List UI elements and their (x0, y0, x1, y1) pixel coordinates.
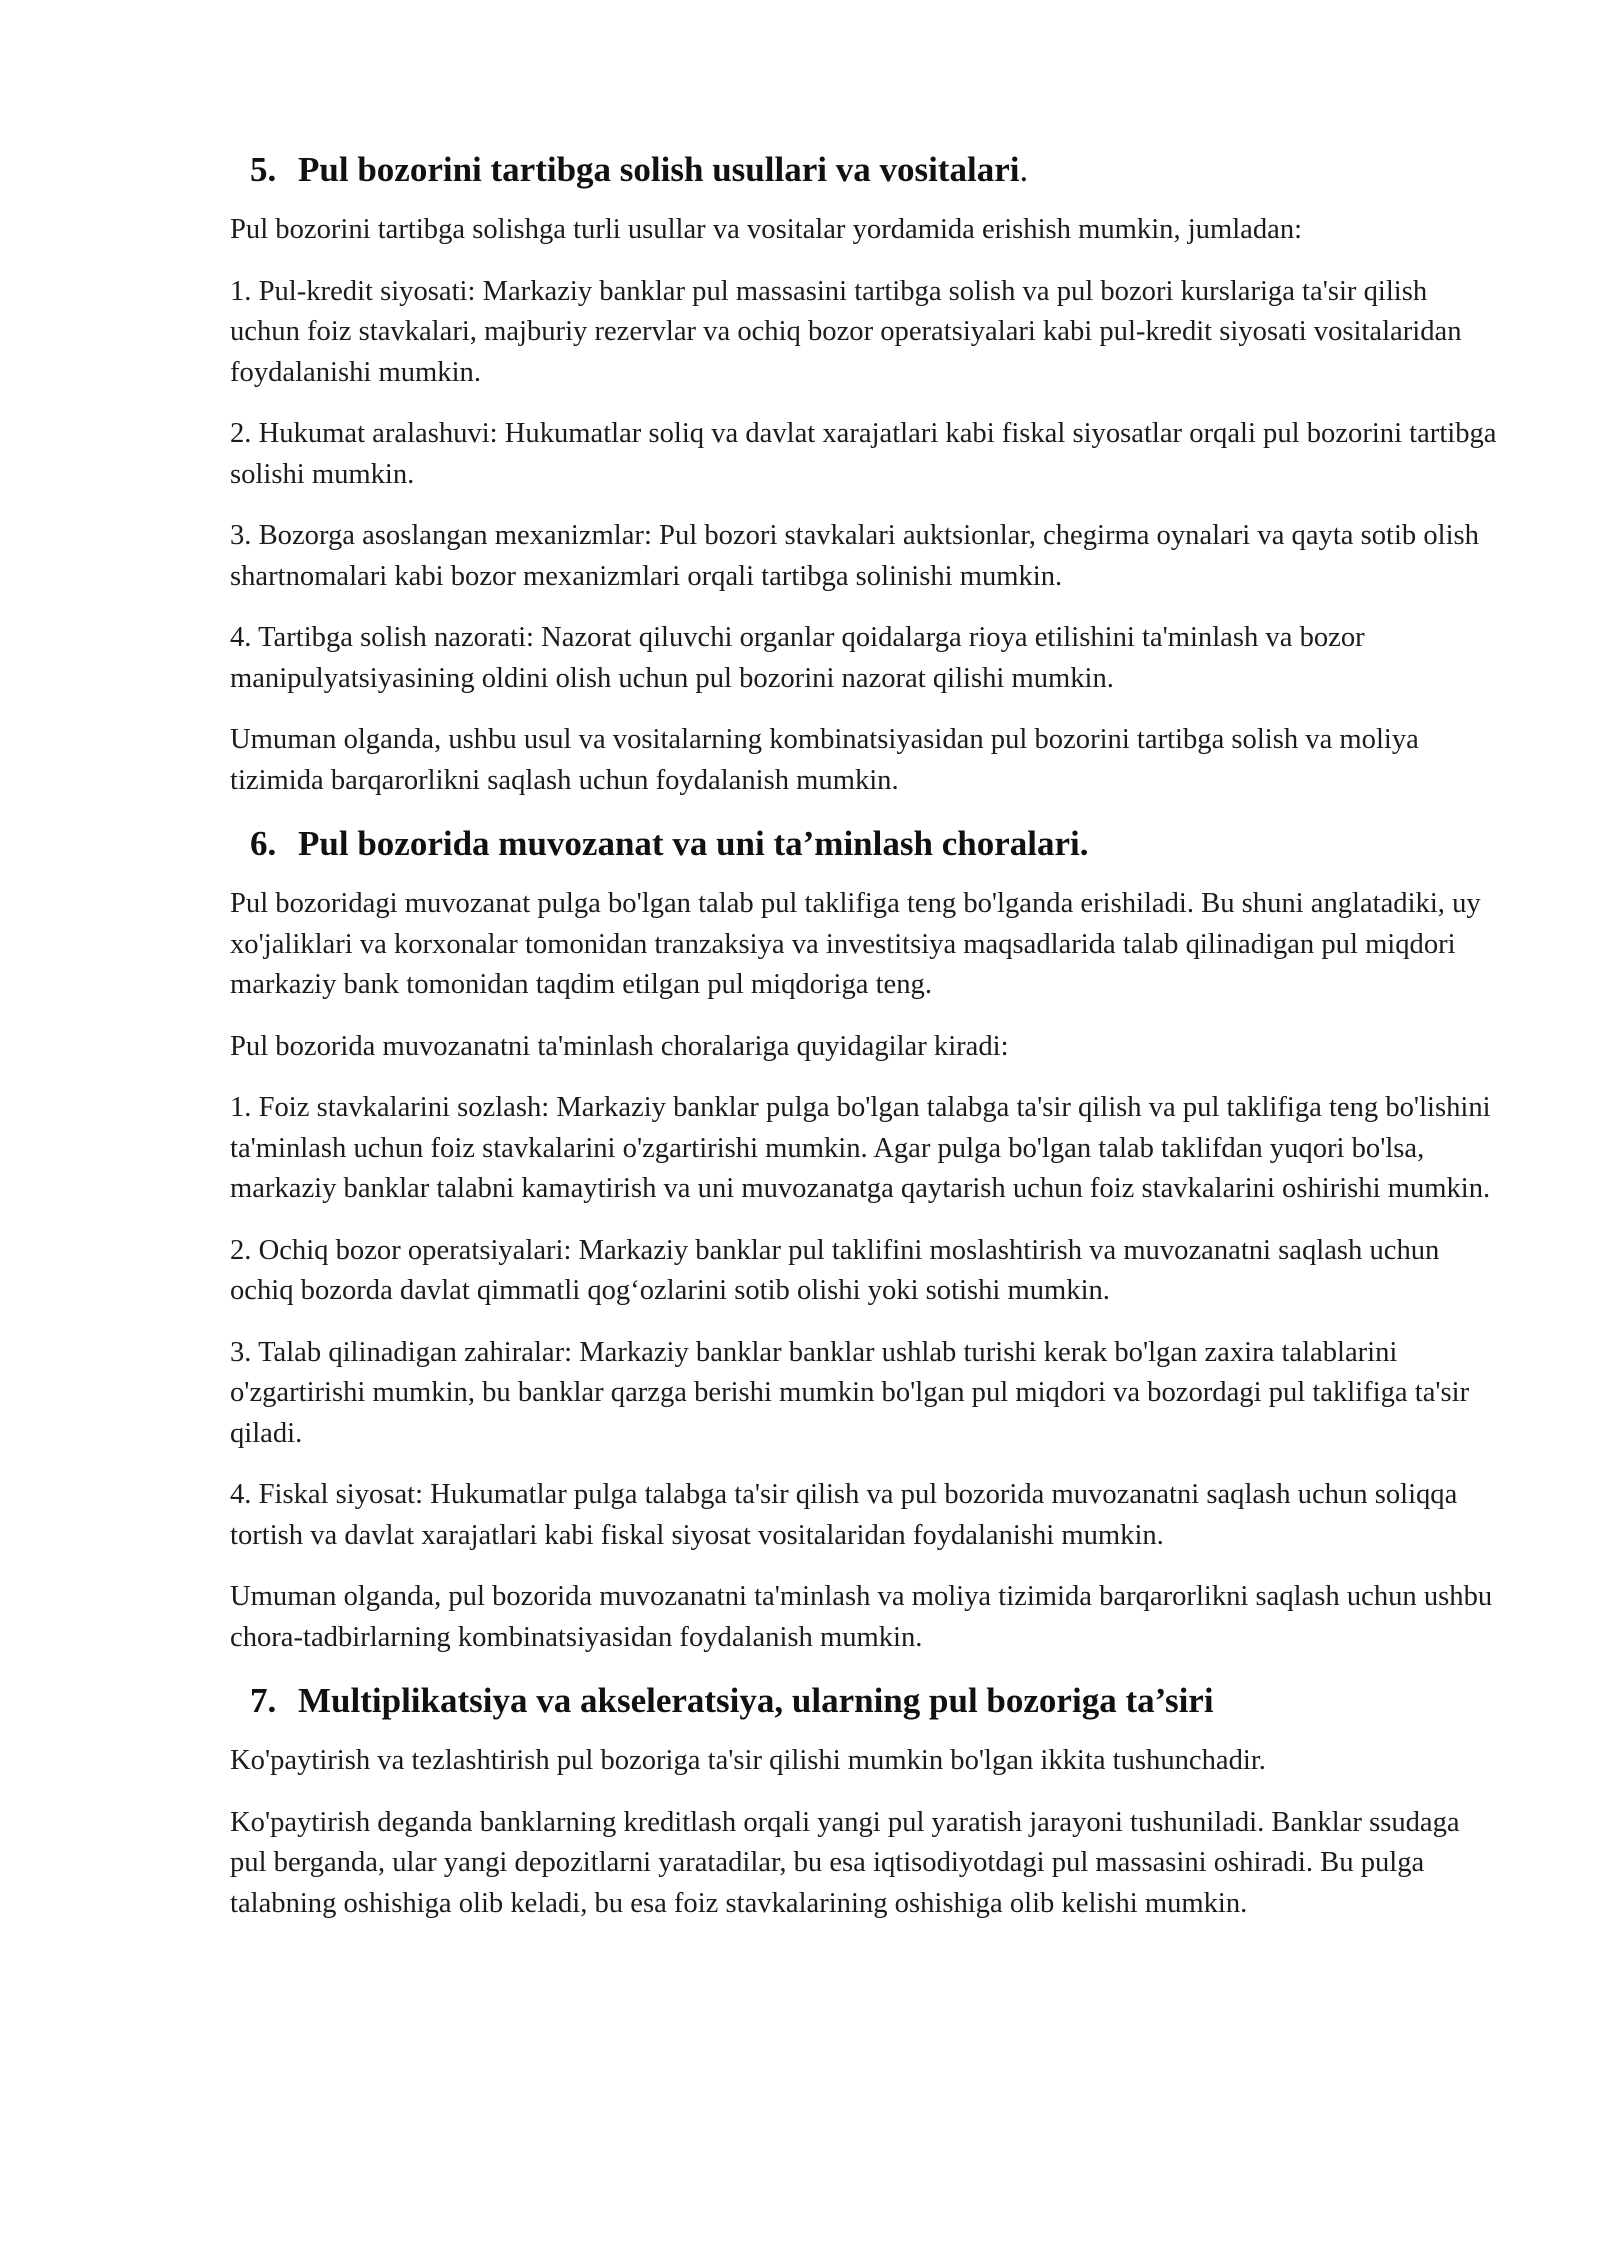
section-heading (230, 822, 1500, 866)
paragraph: Pul bozorida muvozanatni ta'minlash choralariga quyidagilar kiradi: (230, 1030, 1009, 1062)
paragraph: 4. Tartibga solish nazorati: Nazorat qiluvchi organlar qoidalarga rioya etilishini ta'minlash va bozor manipulyatsiyasining oldini olish uchun pul bozorini nazorat qilishi mumkin. (230, 622, 1365, 694)
paragraph: Umuman olganda, ushbu usul va vositalarning kombinatsiyasidan pul bozorini tartibga solish va moliya tizimida barqarorlikni saqlash uchun foydalanish mumkin. (230, 724, 1419, 796)
section-heading (230, 148, 1500, 192)
paragraph: Pul bozoridagi muvozanat pulga bo'lgan talab pul taklifiga teng bo'lganda erishiladi. Bu shuni anglatadiki, uy xo'jaliklari va korxonalar tomonidan tranzaksiya va investitsiya maqsadlarida talab qilinadigan pul miqdori markaziy bank tomonidan taqdim etilgan pul miqdoriga teng. (230, 888, 1481, 1000)
paragraph: 3. Bozorga asoslangan mexanizmlar: Pul bozori stavkalari auktsionlar, chegirma oynalari va qayta sotib olish shartnomalari kabi bozor mexanizmlari orqali tartibga solinishi mumkin. (230, 520, 1479, 592)
section-title-trail: . (1019, 150, 1029, 189)
paragraph: Ko'paytirish deganda banklarning kreditlash orqali yangi pul yaratish jarayoni tushuniladi. Banklar ssudaga pul berganda, ular yangi depozitlarni yaratadilar, bu esa iqtisodiyotdagi pul massasini oshiradi. Bu pulga talabning oshishiga olib keladi, bu esa foiz stavkalarining oshishiga olib kelishi mumkin. (230, 1806, 1460, 1919)
section-number: 6. (250, 824, 277, 863)
section-number: 5. (250, 150, 277, 189)
section-heading (230, 1679, 1500, 1723)
paragraph: Ko'paytirish va tezlashtirish pul bozoriga ta'sir qilishi mumkin bo'lgan ikkita tushunchadir. (230, 1745, 1266, 1776)
paragraph: 3. Talab qilinadigan zahiralar: Markaziy banklar banklar ushlab turishi kerak bo'lgan zaxira talablarini o'zgartirishi mumkin, bu banklar qarzga berishi mumkin bo'lgan pul miqdori va bozordagi pul taklifiga ta'sir qiladi. (230, 1336, 1470, 1449)
section-title: Pul bozorini tartibga solish usullari va vositalari (298, 150, 1020, 189)
paragraph: 4. Fiskal siyosat: Hukumatlar pulga talabga ta'sir qilish va pul bozorida muvozanatni saqlash uchun soliqqa tortish va davlat xarajatlari kabi fiskal siyosat vositalaridan foydalanishi mumkin. (230, 1479, 1458, 1551)
document-page (230, 148, 1500, 1945)
paragraph: 2. Ochiq bozor operatsiyalari: Markaziy banklar pul taklifini moslashtirish va muvozanatni saqlash uchun ochiq bozorda davlat qimmatli qog‘ozlarini sotib olishi yoki sotishi mumkin. (230, 1234, 1440, 1306)
paragraph: Umuman olganda, pul bozorida muvozanatni ta'minlash va moliya tizimida barqarorlikni saqlash uchun ushbu chora-tadbirlarning kombinatsiyasidan foydalanish mumkin. (230, 1581, 1493, 1653)
paragraph: 2. Hukumat aralashuvi: Hukumatlar soliq va davlat xarajatlari kabi fiskal siyosatlar orqali pul bozorini tartibga solishi mumkin. (230, 418, 1497, 490)
section-7 (230, 1679, 1500, 1924)
section-title: Multiplikatsiya va akseleratsiya, ularning pul bozoriga ta’siri (298, 1681, 1214, 1720)
paragraph: 1. Foiz stavkalarini sozlash: Markaziy banklar pulga bo'lgan talabga ta'sir qilish va pul taklifiga teng bo'lishini ta'minlash uchun foiz stavkalarini o'zgartirishi mumkin. Agar pulga bo'lgan talab taklifdan yuqori bo'lsa, markaziy banklar talabni kamaytirish va uni muvozanatga qaytarish uchun foiz stavkalarini oshirishi mumkin. (230, 1092, 1491, 1204)
section-5 (230, 148, 1500, 801)
section-title: Pul bozorida muvozanat va uni ta’minlash choralari. (298, 824, 1089, 863)
paragraph: Pul bozorini tartibga solishga turli usullar va vositalar yordamida erishish mumkin, jumladan: (230, 214, 1303, 245)
section-6 (230, 822, 1500, 1658)
paragraph: 1. Pul-kredit siyosati: Markaziy banklar pul massasini tartibga solish va pul bozori kurslariga ta'sir qilish uchun foiz stavkalari, majburiy rezervlar va ochiq bozor operatsiyalari kabi pul-kredit siyosati vositalaridan foydalanishi mumkin. (230, 275, 1462, 388)
section-number: 7. (250, 1681, 277, 1720)
